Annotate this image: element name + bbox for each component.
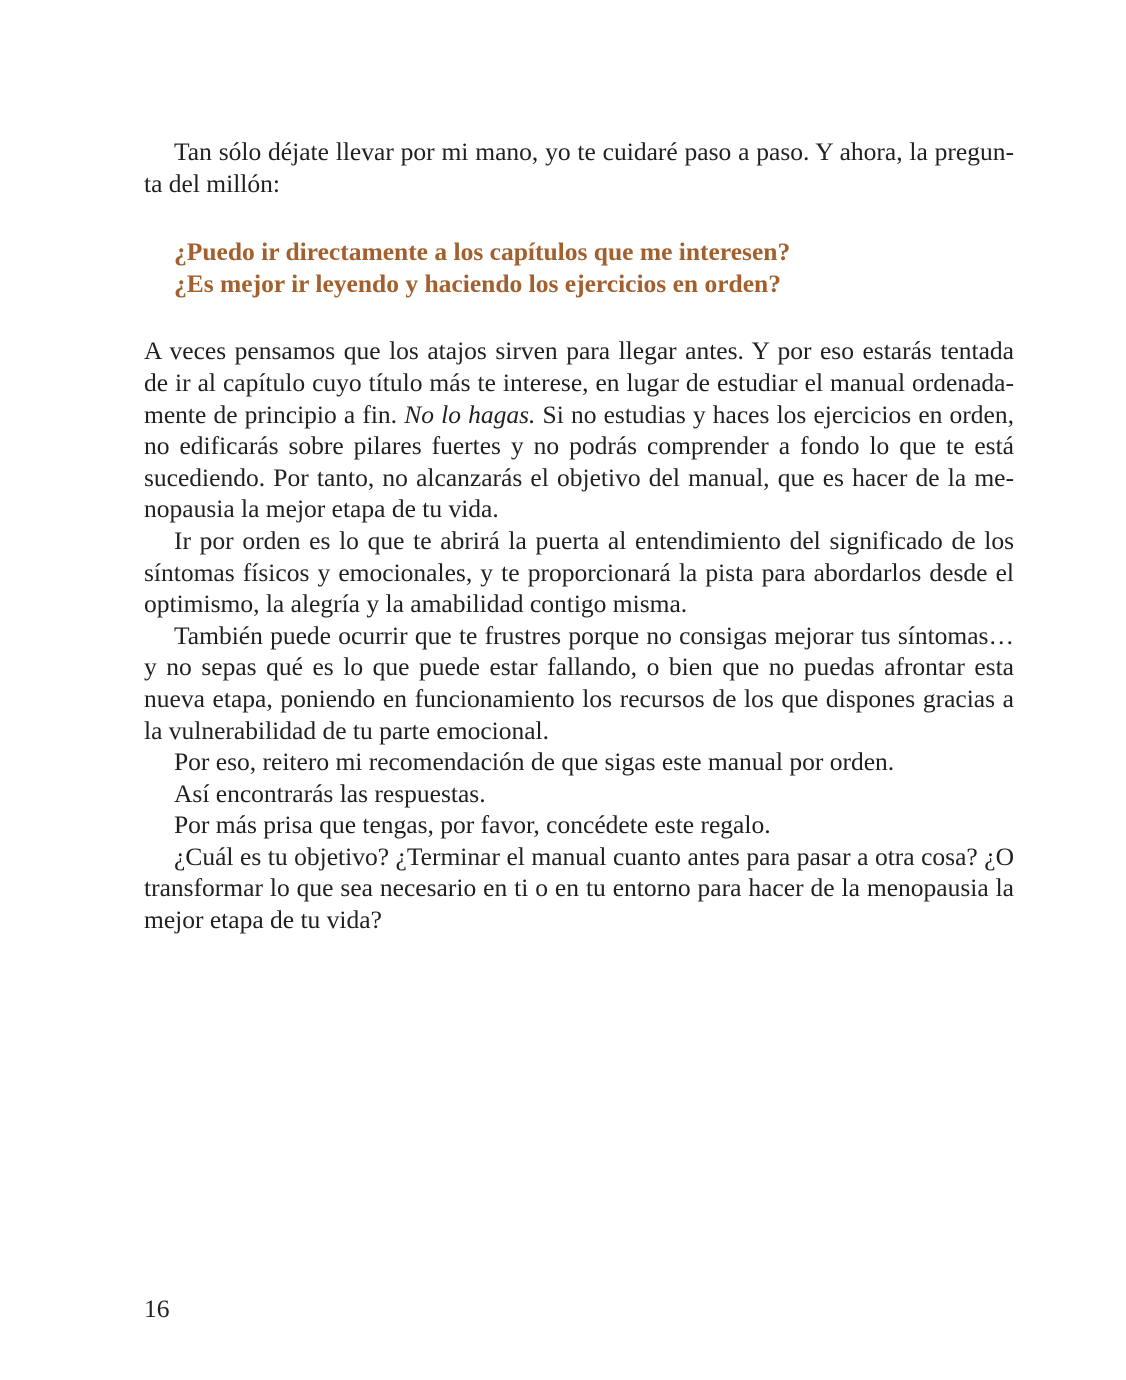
body-paragraph: También puede ocurrir que te frustres porque no consigas mejorar tus síntomas… y no sepas qué es lo que puede estar fallando, o bien que no puedas afrontar esta nueva etapa, poniendo en funcionamiento los recursos de los que dispones gracias a la vulnerabilidad de tu parte emocional. xyxy=(144,620,1014,745)
body-paragraph: ¿Cuál es tu objetivo? ¿Terminar el manual cuanto antes para pasar a otra cosa? ¿O transformar lo que sea necesario en ti o en tu entorno para hacer de la menopausia la mejor etapa de tu vida? xyxy=(144,841,1014,935)
body-paragraph: Por eso, reitero mi recomendación de que sigas este manual por orden. xyxy=(174,747,895,777)
intro-paragraph: Tan sólo déjate llevar por mi mano, yo te cuidaré paso a paso. Y ahora, la pregunta del millón: xyxy=(144,137,1014,198)
body-paragraph: Así encontrarás las respuestas. xyxy=(174,778,486,808)
question-block xyxy=(174,236,1014,299)
page-content xyxy=(144,136,1014,936)
emphasis-text: No lo hagas. xyxy=(404,399,536,429)
paragraph-text: Si no estudias y haces los ejercicios en orden, no edificarás sobre pilares fuertes y no podrás comprender a fondo lo que te está sucediendo. Por tanto, no alcanzarás el objetivo del manual, que es hacer de la menopausia la mejor etapa de tu vida. xyxy=(144,399,1014,524)
question-line: ¿Puedo ir directamente a los capítulos que me interesen? xyxy=(174,237,791,267)
body-paragraph xyxy=(144,335,1014,525)
page-number: 16 xyxy=(144,1294,170,1323)
body-paragraph: Ir por orden es lo que te abrirá la puerta al entendimiento del significado de los síntomas físicos y emocionales, y te proporcionará la pista para abordarlos desde el optimismo, la alegría y la amabilidad contigo misma. xyxy=(144,525,1014,619)
body-paragraph: Por más prisa que tengas, por favor, concédete este regalo. xyxy=(174,810,771,840)
question-line: ¿Es mejor ir leyendo y haciendo los ejercicios en orden? xyxy=(174,268,781,298)
paragraph-text: A veces pensamos que los atajos sirven para llegar antes. Y por eso estarás tentada de ir al capítulo cuyo título más te interese, en lugar de estudiar el manual ordenadamente de principio a fin. xyxy=(144,336,1014,429)
